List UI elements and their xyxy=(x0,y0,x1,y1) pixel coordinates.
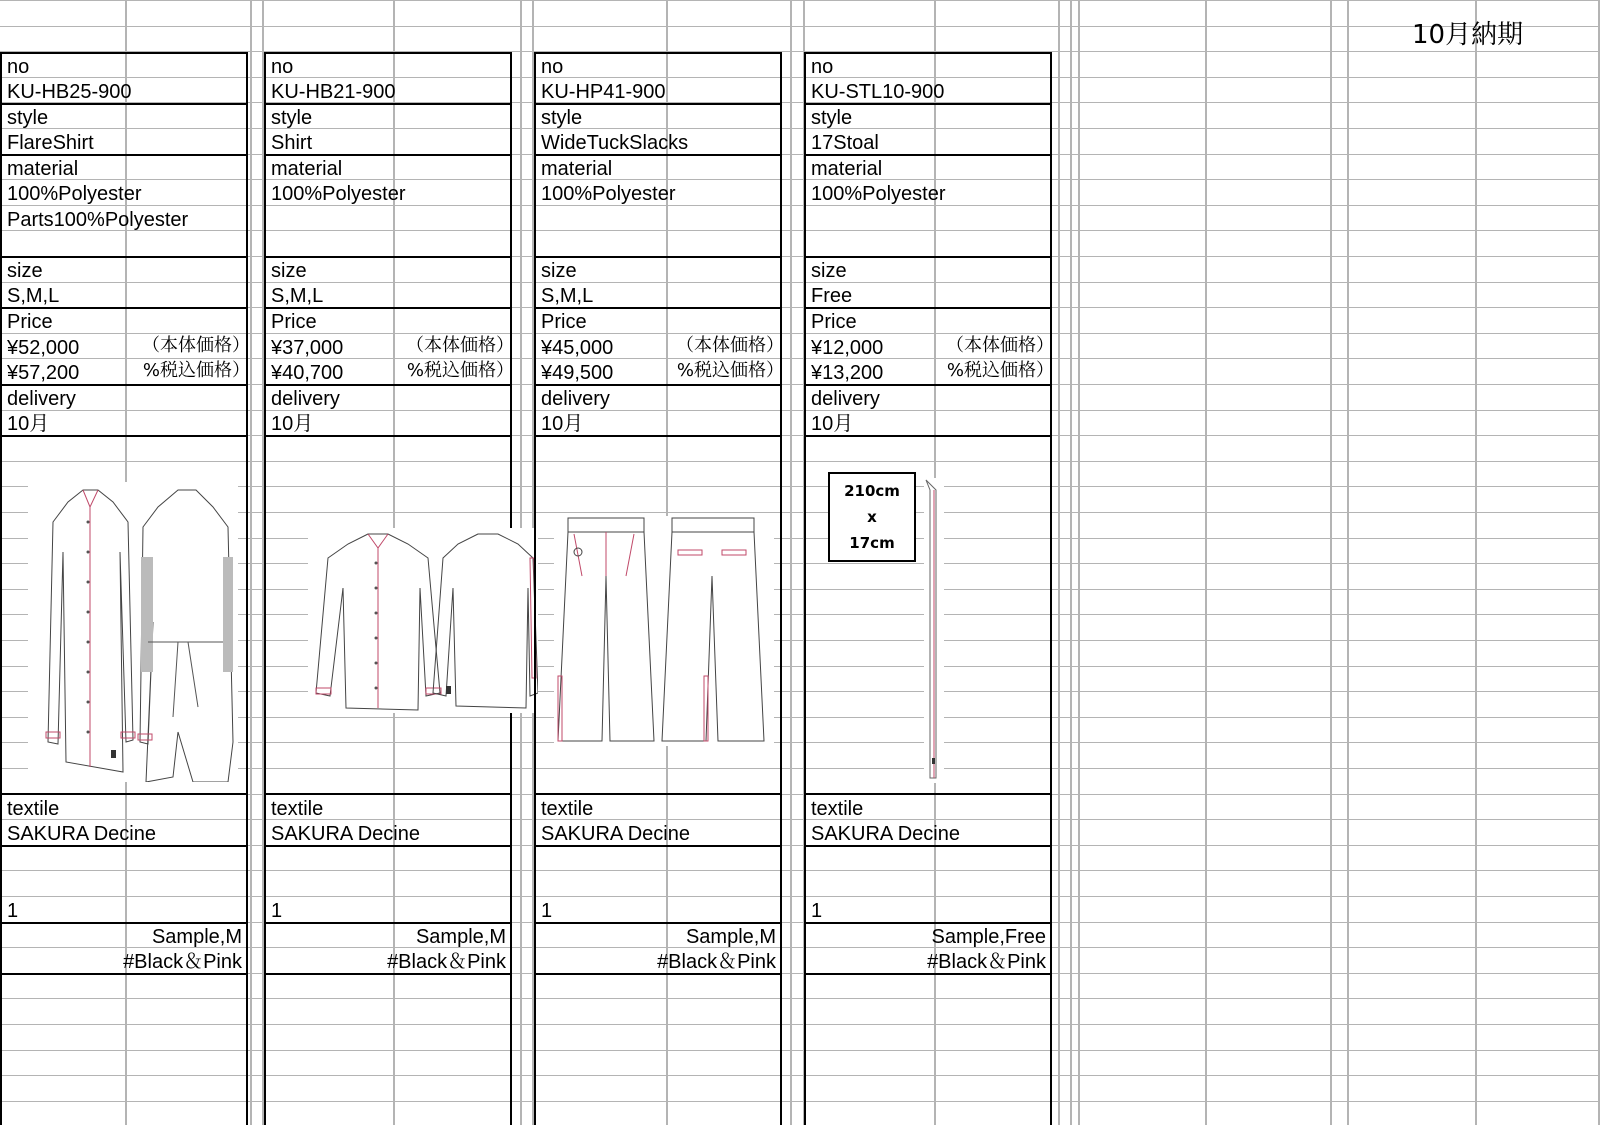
price-tax-value: ¥57,200 xyxy=(7,362,80,384)
grid-column-line xyxy=(1070,0,1072,1125)
delivery-label: delivery xyxy=(271,388,340,410)
price-note xyxy=(390,335,514,357)
size-label: size xyxy=(7,260,43,282)
size-value: S,M,L xyxy=(271,285,324,307)
size-label: size xyxy=(271,260,307,282)
grid-column-line xyxy=(250,0,252,1125)
price-value: ¥37,000 xyxy=(271,337,344,359)
style-label: style xyxy=(541,107,583,129)
textile-value: SAKURA Decine xyxy=(271,823,420,845)
sample-value: Sample,M xyxy=(151,926,242,948)
grid-column-line xyxy=(1058,0,1060,1125)
material-label: material xyxy=(271,158,343,180)
delivery-value: 10月 xyxy=(271,413,314,435)
product-card-4 xyxy=(804,52,1052,1125)
quantity-value: 1 xyxy=(271,900,283,922)
stole-dimensions-box xyxy=(828,472,916,562)
style-label: style xyxy=(811,107,853,129)
price-tax-note: %税込価格） xyxy=(406,360,514,381)
color-value: #Black＆Pink xyxy=(657,951,776,973)
no-label: no xyxy=(7,56,30,78)
price-label: Price xyxy=(271,311,317,333)
textile-value: SAKURA Decine xyxy=(541,823,690,845)
price-note xyxy=(930,335,1054,357)
size-label: size xyxy=(811,260,847,282)
style-value: FlareShirt xyxy=(7,132,94,154)
stole-drawing-icon xyxy=(924,478,944,788)
sample-value: Sample,Free xyxy=(931,926,1046,948)
material-label: material xyxy=(541,158,613,180)
material-label: material xyxy=(7,158,79,180)
product-card-1 xyxy=(0,52,248,1125)
price-tax-note xyxy=(930,360,1054,382)
product-card-3 xyxy=(534,52,782,1125)
textile-label: textile xyxy=(7,798,60,820)
delivery-label: delivery xyxy=(811,388,880,410)
quantity-value: 1 xyxy=(811,900,823,922)
style-label: style xyxy=(271,107,313,129)
product-number: KU-HB21-900 xyxy=(271,81,396,103)
dim-h: 17cm xyxy=(849,534,895,552)
grid-column-line xyxy=(1347,0,1349,1125)
size-value: Free xyxy=(811,285,853,307)
price-tax-value: ¥40,700 xyxy=(271,362,344,384)
material-label: material xyxy=(811,158,883,180)
size-value: S,M,L xyxy=(7,285,60,307)
textile-label: textile xyxy=(271,798,324,820)
price-tax-note xyxy=(390,360,514,382)
dim-x: x xyxy=(867,508,877,526)
textile-value: SAKURA Decine xyxy=(811,823,960,845)
size-label: size xyxy=(541,260,577,282)
grid-column-line xyxy=(1475,0,1477,1125)
price-tax-note: %税込価格） xyxy=(946,360,1054,381)
color-value: #Black＆Pink xyxy=(387,951,506,973)
price-tax-note xyxy=(126,360,250,382)
material-value: 100%Polyester xyxy=(811,183,946,205)
color-value: #Black＆Pink xyxy=(123,951,242,973)
price-note: （本体価格） xyxy=(142,335,250,356)
price-note: （本体価格） xyxy=(406,335,514,356)
delivery-value: 10月 xyxy=(7,413,50,435)
delivery-value: 10月 xyxy=(541,413,584,435)
quantity-value: 1 xyxy=(541,900,553,922)
price-tax-note xyxy=(660,360,784,382)
delivery-label: delivery xyxy=(7,388,76,410)
material-value: 100%Polyester xyxy=(271,183,406,205)
price-note: （本体価格） xyxy=(676,335,784,356)
price-tax-note: %税込価格） xyxy=(676,360,784,381)
price-label: Price xyxy=(811,311,857,333)
sample-value: Sample,M xyxy=(685,926,776,948)
color-value: #Black＆Pink xyxy=(927,951,1046,973)
wide-slacks-drawing-icon xyxy=(554,516,774,751)
delivery-value: 10月 xyxy=(811,413,854,435)
product-card-2 xyxy=(264,52,512,1125)
dim-w: 210cm xyxy=(844,482,900,500)
quantity-value: 1 xyxy=(7,900,19,922)
no-label: no xyxy=(811,56,834,78)
price-label: Price xyxy=(541,311,587,333)
textile-label: textile xyxy=(811,798,864,820)
grid-row-line xyxy=(0,0,1600,1)
style-value: WideTuckSlacks xyxy=(541,132,689,154)
style-value: 17Stoal xyxy=(811,132,879,154)
product-number: KU-STL10-900 xyxy=(811,81,945,103)
style-value: Shirt xyxy=(271,132,313,154)
price-note xyxy=(660,335,784,357)
textile-label: textile xyxy=(541,798,594,820)
delivery-deadline-title: 10月納期 xyxy=(1412,20,1524,50)
grid-column-line xyxy=(1330,0,1332,1125)
price-value: ¥45,000 xyxy=(541,337,614,359)
price-label: Price xyxy=(7,311,53,333)
material-value: 100%Polyester xyxy=(7,183,142,205)
grid-column-line xyxy=(1078,0,1080,1125)
grid-column-line xyxy=(790,0,792,1125)
price-tax-value: ¥13,200 xyxy=(811,362,884,384)
grid-column-line xyxy=(1205,0,1207,1125)
sample-value: Sample,M xyxy=(415,926,506,948)
price-note: （本体価格） xyxy=(946,335,1054,356)
price-value: ¥12,000 xyxy=(811,337,884,359)
shirt-drawing-icon xyxy=(308,528,538,718)
delivery-label: delivery xyxy=(541,388,610,410)
size-value: S,M,L xyxy=(541,285,594,307)
price-value: ¥52,000 xyxy=(7,337,80,359)
no-label: no xyxy=(541,56,564,78)
flare-shirt-drawing-icon xyxy=(28,482,238,787)
no-label: no xyxy=(271,56,294,78)
price-tax-note: %税込価格） xyxy=(142,360,250,381)
price-note xyxy=(126,335,250,357)
material-value: 100%Polyester xyxy=(541,183,676,205)
textile-value: SAKURA Decine xyxy=(7,823,156,845)
product-number: KU-HB25-900 xyxy=(7,81,132,103)
price-tax-value: ¥49,500 xyxy=(541,362,614,384)
grid-row-line xyxy=(0,26,1600,27)
material-parts-value: Parts100%Polyester xyxy=(7,209,189,231)
style-label: style xyxy=(7,107,49,129)
product-number: KU-HP41-900 xyxy=(541,81,666,103)
